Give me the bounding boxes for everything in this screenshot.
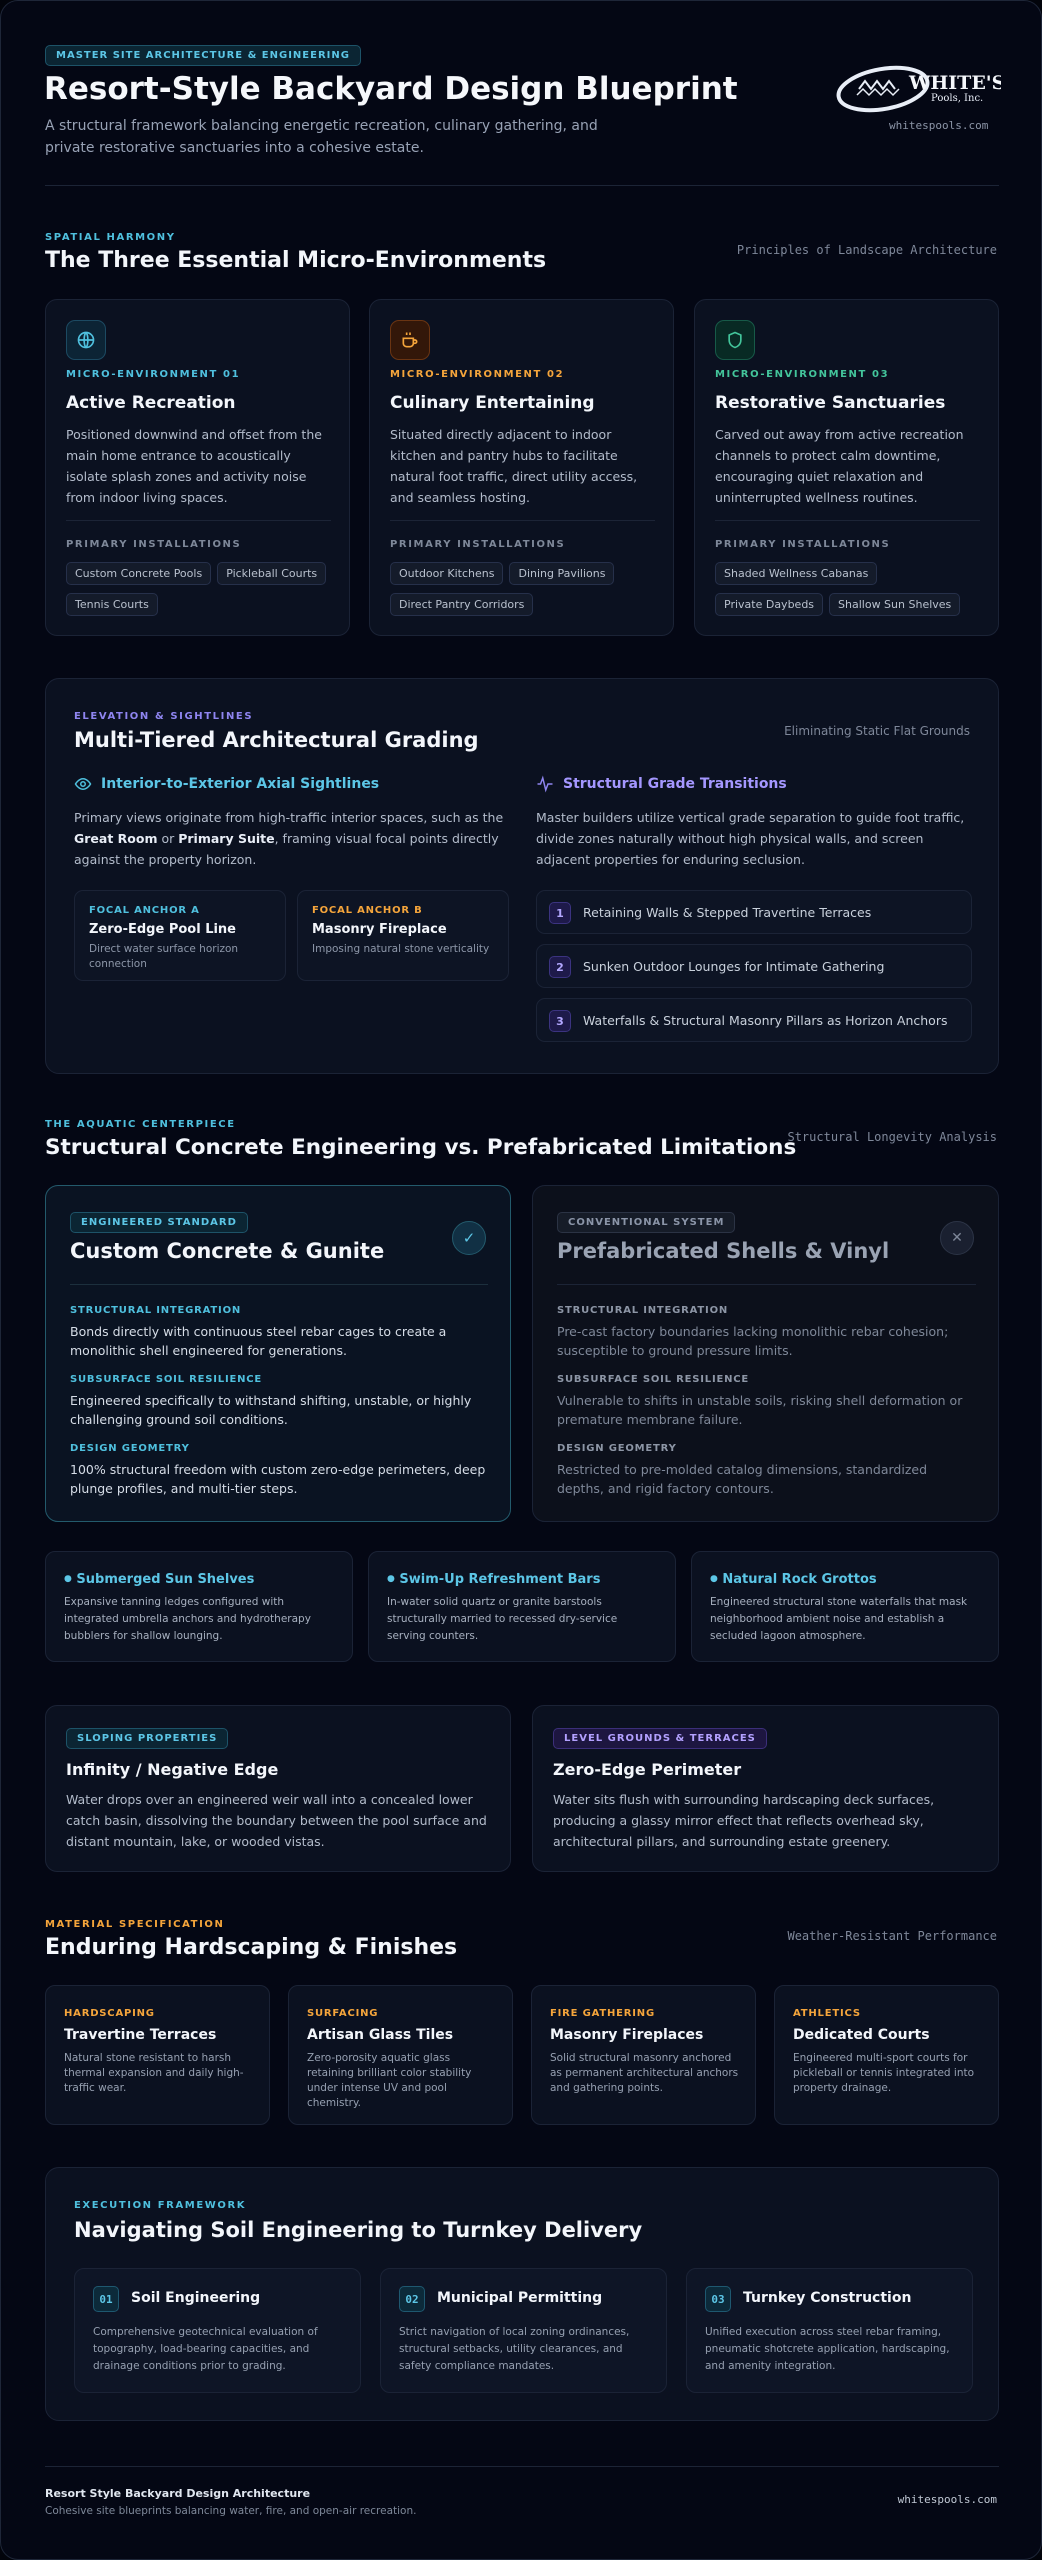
card-title: Restorative Sanctuaries (715, 393, 946, 413)
material-card-glass-tiles: SURFACING Artisan Glass Tiles Zero-porosity aquatic glass retaining brilliant color stability under intense UV and pool chemistry. (288, 1985, 513, 2125)
grading-eyebrow: ELEVATION & SIGHTLINES (74, 711, 254, 722)
spatial-note: Principles of Landscape Architecture (736, 243, 997, 257)
micro-env-card-2 (369, 299, 674, 636)
install-tag: Dining Pavilions (509, 562, 614, 585)
bullet-dot-icon: ● (387, 1574, 395, 1584)
conventional-system-card: CONVENTIONAL SYSTEM Prefabricated Shells & Vinyl ✕ STRUCTURAL INTEGRATION Pre-cast factory boundaries lacking monolithic rebar cohesion; susceptible to ground pressure limits. SUBSURFACE SOIL RESILIENCE Vulnerable to shifts in unstable soils, risking shell deformation or premature membrane failure. DESIGN GEOMETRY Restricted to pre-molded catalog dimensions, standardized depths, and rigid factory contours. (532, 1185, 999, 1522)
execution-title: Navigating Soil Engineering to Turnkey Delivery (74, 2218, 643, 2242)
installs-label: PRIMARY INSTALLATIONS (66, 539, 242, 550)
card-label: MICRO-ENVIRONMENT 03 (715, 369, 890, 380)
card-label: MICRO-ENVIRONMENT 01 (66, 369, 241, 380)
engineered-standard-card: ENGINEERED STANDARD Custom Concrete & Gunite ✓ STRUCTURAL INTEGRATION Bonds directly with continuous steel rebar cages to create a monolithic shell engineered for generations. SUBSURFACE SOIL RESILIENCE Engineered specifically to withstand shifting, unstable, or highly challenging ground soil conditions. DESIGN GEOMETRY 100% structural freedom with custom zero-edge perimeters, deep plunge profiles, and multi-tier steps. (45, 1185, 511, 1522)
focal-anchor-a: FOCAL ANCHOR A Zero-Edge Pool Line Direct water surface horizon connection (74, 890, 286, 981)
card-text: Carved out away from active recreation channels to protect calm downtime, encouraging quiet relaxation and uninterrupted wellness routines. (715, 427, 964, 505)
install-tags (715, 562, 990, 624)
aquatic-eyebrow: THE AQUATIC CENTERPIECE (45, 1119, 236, 1130)
grade-step-1: 1 Retaining Walls & Stepped Travertine Terraces (536, 890, 972, 934)
card-text: Situated directly adjacent to indoor kitchen and pantry hubs to facilitate natural foot traffic, direct utility access, and seamless hosting. (390, 427, 638, 505)
header-url[interactable]: whitespools.com (889, 119, 989, 132)
execution-step-3: 03 Turnkey Construction Unified execution across steel rebar framing, pneumatic shotcrete application, hardscaping, and amenity integration. (686, 2268, 973, 2393)
engineered-badge: ENGINEERED STANDARD (70, 1212, 248, 1233)
close-icon: ✕ (940, 1221, 974, 1255)
sightlines-text: Primary views originate from high-traffic interior spaces, such as the Great Room or Primary Suite, framing visual focal points directly against the property horizon. (74, 810, 504, 867)
spatial-eyebrow: SPATIAL HARMONY (45, 232, 176, 243)
install-tag: Outdoor Kitchens (390, 562, 503, 585)
installs-label: PRIMARY INSTALLATIONS (390, 539, 566, 550)
coffee-icon (390, 320, 430, 360)
focal-anchor-b: FOCAL ANCHOR B Masonry Fireplace Imposing natural stone verticality (297, 890, 509, 981)
infinity-edge-card: SLOPING PROPERTIES Infinity / Negative Edge Water drops over an engineered weir wall into a concealed lower catch basin, dissolving the boundary between the pool surface and distant mountain, lake, or wooded vistas. (45, 1705, 511, 1872)
card-title: Culinary Entertaining (390, 393, 595, 413)
logo-swoosh-icon (831, 63, 1001, 117)
execution-step-1: 01 Soil Engineering Comprehensive geotechnical evaluation of topography, load-bearing capacities, and drainage conditions prior to grading. (74, 2268, 361, 2393)
footer-text: Cohesive site blueprints balancing water, fire, and open-air recreation. (45, 2505, 417, 2517)
install-tag: Shallow Sun Shelves (829, 593, 960, 616)
execution-step-2: 02 Municipal Permitting Strict navigation of local zoning ordinances, structural setbacks, utility clearances, and safety compliance mandates. (380, 2268, 667, 2393)
aquatic-title: Structural Concrete Engineering vs. Prefabricated Limitations (45, 1135, 797, 1160)
install-tag: Pickleball Courts (217, 562, 326, 585)
install-tag: Private Daybeds (715, 593, 823, 616)
micro-env-card-3 (694, 299, 999, 636)
engineered-title: Custom Concrete & Gunite (70, 1239, 385, 1263)
grading-title: Multi-Tiered Architectural Grading (74, 728, 479, 752)
logo-subtext: Pools, Inc. (931, 93, 984, 104)
logo-wordmark: WHITE'S (909, 72, 1001, 94)
shield-icon (715, 320, 755, 360)
install-tags (66, 562, 341, 624)
install-tag: Direct Pantry Corridors (390, 593, 533, 616)
header-badge: MASTER SITE ARCHITECTURE & ENGINEERING (45, 45, 361, 66)
card-label: MICRO-ENVIRONMENT 02 (390, 369, 565, 380)
conventional-badge: CONVENTIONAL SYSTEM (557, 1212, 735, 1233)
grade-transitions-heading: Structural Grade Transitions (536, 775, 787, 793)
install-tags (390, 562, 665, 624)
materials-eyebrow: MATERIAL SPECIFICATION (45, 1919, 225, 1930)
page-title: Resort-Style Backyard Design Blueprint (44, 71, 738, 107)
feature-card-sun-shelves: ● Submerged Sun Shelves Expansive tanning ledges configured with integrated umbrella anchors and hydrotherapy bubblers for shallow lounging. (45, 1551, 353, 1662)
page-subtitle: A structural framework balancing energetic recreation, culinary gathering, and private restorative sanctuaries into a cohesive estate. (45, 118, 598, 156)
grade-step-2: 2 Sunken Outdoor Lounges for Intimate Gathering (536, 944, 972, 988)
grade-transitions-text: Master builders utilize vertical grade separation to guide foot traffic, divide zones naturally without high physical walls, and screen adjacent properties for enduring seclusion. (536, 810, 965, 867)
globe-icon (66, 320, 106, 360)
footer-url[interactable]: whitespools.com (897, 2493, 997, 2506)
feature-card-rock-grottos: ● Natural Rock Grottos Engineered structural stone waterfalls that mask neighborhood ambient noise and establish a secluded lagoon atmosphere. (691, 1551, 999, 1662)
micro-env-card-1 (45, 299, 350, 636)
materials-title: Enduring Hardscaping & Finishes (45, 1935, 458, 1960)
execution-eyebrow: EXECUTION FRAMEWORK (74, 2200, 247, 2211)
installs-label: PRIMARY INSTALLATIONS (715, 539, 891, 550)
material-card-travertine: HARDSCAPING Travertine Terraces Natural stone resistant to harsh thermal expansion and daily high-traffic wear. (45, 1985, 270, 2125)
zero-edge-card: LEVEL GROUNDS & TERRACES Zero-Edge Perimeter Water sits flush with surrounding hardscaping deck surfaces, producing a glassy mirror effect that reflects overhead sky, architectural pillars, and surrounding estate greenery. (532, 1705, 999, 1872)
install-tag: Tennis Courts (66, 593, 158, 616)
material-card-fireplaces: FIRE GATHERING Masonry Fireplaces Solid structural masonry anchored as permanent architectural anchors and gathering points. (531, 1985, 756, 2125)
activity-icon (536, 775, 554, 793)
grading-note: Eliminating Static Flat Grounds (784, 724, 970, 738)
grading-section (45, 678, 999, 1074)
bullet-dot-icon: ● (64, 1574, 72, 1584)
card-title: Active Recreation (66, 393, 236, 413)
materials-note: Weather-Resistant Performance (787, 1929, 997, 1943)
install-tag: Custom Concrete Pools (66, 562, 211, 585)
aquatic-note: Structural Longevity Analysis (787, 1130, 997, 1144)
install-tag: Shaded Wellness Cabanas (715, 562, 877, 585)
footer-title: Resort Style Backyard Design Architecture (45, 2487, 311, 2500)
spatial-title: The Three Essential Micro-Environments (45, 248, 547, 273)
whites-pools-logo[interactable] (831, 63, 1001, 117)
material-card-courts: ATHLETICS Dedicated Courts Engineered multi-sport courts for pickleball or tennis integrated into property drainage. (774, 1985, 999, 2125)
card-text: Positioned downwind and offset from the main home entrance to acoustically isolate splash zones and activity noise from indoor living spaces. (66, 427, 322, 505)
eye-icon (74, 775, 92, 793)
check-icon: ✓ (452, 1221, 486, 1255)
execution-section (45, 2167, 999, 2421)
feature-card-swim-up-bars: ● Swim-Up Refreshment Bars In-water solid quartz or granite barstools structurally married to recessed dry-service serving counters. (368, 1551, 676, 1662)
sightlines-heading: Interior-to-Exterior Axial Sightlines (74, 775, 379, 793)
bullet-dot-icon: ● (710, 1574, 718, 1584)
grade-step-3: 3 Waterfalls & Structural Masonry Pillars as Horizon Anchors (536, 998, 972, 1042)
conventional-title: Prefabricated Shells & Vinyl (557, 1239, 890, 1263)
